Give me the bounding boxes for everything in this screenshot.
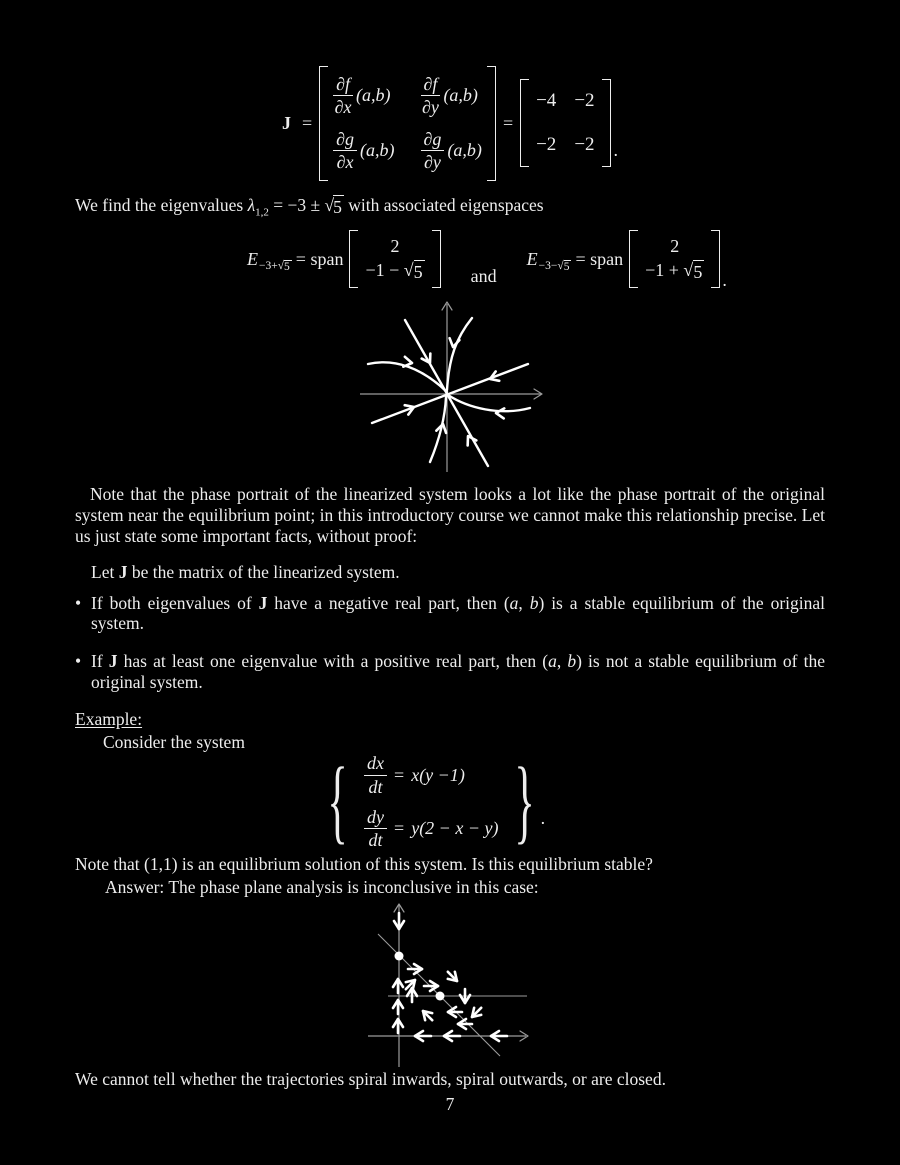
page-number: 7: [445, 1093, 455, 1114]
matrix-entry: −4: [536, 90, 557, 112]
right-bracket: [487, 66, 496, 181]
eigenspace-subscript: −3− √ 5: [538, 259, 570, 273]
vector-entry: 2: [670, 235, 680, 256]
right-bracket: [602, 79, 611, 167]
period: .: [613, 139, 619, 160]
partial-derivative-matrix: [319, 66, 496, 181]
paragraph-let-j: Let J be the matrix of the linearized system.: [91, 562, 400, 583]
equals-sign: =: [502, 112, 514, 133]
vector-entry: −1 + √ 5: [645, 259, 703, 282]
matrix-cell: $\frac{\partial f}{\partial y}$ (a,b): [422, 74, 478, 118]
lambda-subscript: 1,2: [255, 206, 269, 219]
equals-sign: =: [301, 112, 313, 133]
phase-portrait-figure-container: [75, 296, 825, 476]
left-bracket: [319, 66, 328, 181]
matrix-cell: $\frac{\partial g}{\partial y}$ (a,b): [421, 129, 482, 172]
bullet-marker: •: [75, 592, 82, 613]
eigenspace-symbol: E: [247, 248, 258, 269]
answer-line: Answer: The phase plane analysis is inconclusive in this case:: [105, 876, 539, 897]
equilibrium-note-line: Note that (1,1) is an equilibrium solution of this system. Is this equilibrium stable?: [75, 854, 653, 874]
bullet-item: • If both eigenvalues of J have a negative real part, then (a, b) is a stable equilibrium of the original system.: [75, 592, 826, 634]
matrix-entry: −2: [536, 134, 557, 156]
period: .: [540, 808, 546, 829]
eigenspace-symbol: E: [526, 248, 538, 269]
sqrt-5: √ 5: [324, 194, 342, 217]
system-equations: [59, 749, 809, 854]
lambda-symbol: λ: [247, 194, 256, 215]
right-bracket: [711, 230, 720, 288]
period: .: [722, 269, 727, 290]
phase-plane-figure-container: [90, 899, 840, 1069]
vector-entry: −1 − √ 5: [365, 259, 423, 282]
eigenspaces-line: [75, 230, 825, 288]
numeric-matrix: [520, 79, 610, 167]
left-bracket: [349, 230, 358, 288]
eigenvector: [349, 230, 440, 288]
right-brace: }: [514, 749, 536, 854]
matrix-entry: −2: [574, 134, 595, 156]
matrix-cell: $\frac{\partial g}{\partial x}$ (a,b): [333, 129, 394, 172]
closing-line: We cannot tell whether the trajectories spiral inwards, spiral outwards, or are closed.: [75, 1069, 666, 1090]
bullet-list: [75, 593, 825, 693]
span-label: = span: [575, 248, 624, 269]
eigenvector: [629, 230, 720, 288]
vector-entry: 2: [390, 235, 400, 256]
jacobian-equation: [75, 66, 825, 181]
bullet-marker: •: [75, 651, 82, 672]
phase-plane-inconclusive-figure: [330, 899, 600, 1069]
paragraph-note: Note that the phase portrait of the linearized system looks a lot like the phase portrait of the original system near the equilibrium point; in this introductory course we cannot make this relationship precise. Let us just state some important facts, without proof:: [75, 484, 825, 546]
right-bracket: [432, 230, 441, 288]
bullet-item: • If J has at least one eigenvalue with a positive real part, then (a, b) is not a stable equilibrium of the original system.: [75, 651, 826, 692]
span-label: = span: [295, 248, 344, 269]
phase-portrait-node-figure: [350, 296, 550, 476]
ode-equation: $\frac{dy}{dt}$ = y(2 − x − y): [364, 807, 498, 850]
eigenspace-subscript: −3+ √ 5: [259, 259, 290, 273]
left-bracket: [520, 79, 529, 167]
and-label: and: [470, 265, 497, 286]
matrix-entry: −2: [574, 90, 595, 112]
example-intro: Consider the system: [103, 732, 245, 753]
matrix-cell: $\frac{\partial f}{\partial x}$ (a,b): [334, 74, 391, 118]
example-heading: Example:: [75, 709, 143, 730]
ode-equation: $\frac{dx}{dt}$ = x(y −1): [364, 753, 498, 796]
left-brace: {: [327, 749, 348, 854]
jacobian-symbol: J: [281, 112, 291, 133]
eigenvalues-line: We find the eigenvalues $\lambda_{1,2} = -3$ ± √ 5 with associated eigenspaces: [75, 194, 544, 219]
left-bracket: [629, 230, 638, 288]
